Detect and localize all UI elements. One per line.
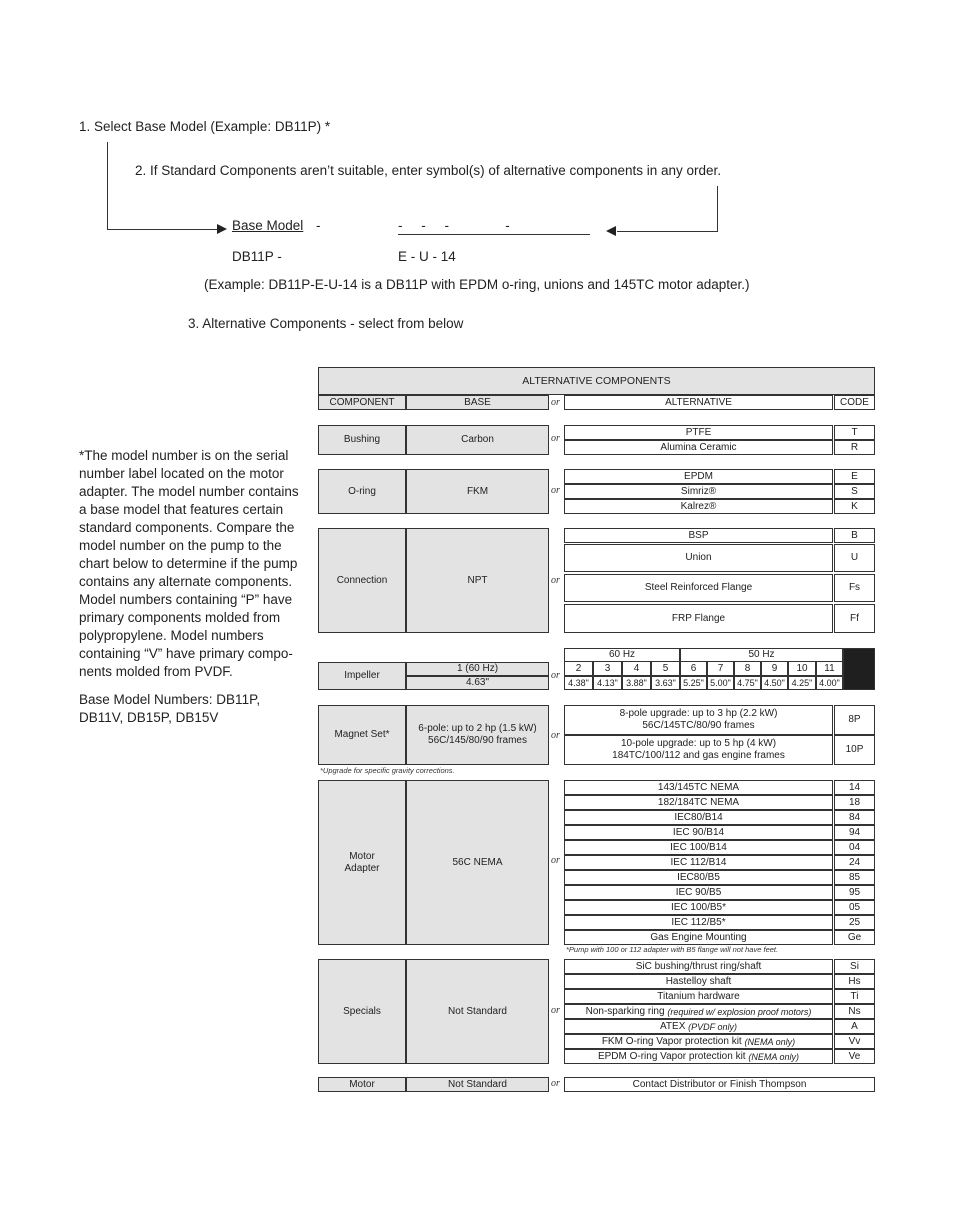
impeller-number: 9: [761, 661, 788, 676]
code-adapter: 84: [834, 810, 875, 825]
code-adapter: 24: [834, 855, 875, 870]
base-impeller-size: 4.63": [406, 676, 549, 690]
motor-adapter-line1: Motor: [349, 850, 375, 862]
or-bushing: or: [551, 433, 560, 444]
base-model-numbers: Base Model Numbers: DB11P, DB11V, DB15P, DB15V: [79, 692, 261, 725]
impeller-number: 5: [651, 661, 680, 676]
special-main: EPDM O-ring Vapor protection kit: [597, 1050, 749, 1062]
alt-adapter-row: 182/184TC NEMA: [564, 795, 833, 810]
or-oring: or: [551, 485, 560, 496]
alt-oring-kalrez: Kalrez®: [564, 499, 833, 514]
alt-bushing-alumina: Alumina Ceramic: [564, 440, 833, 455]
component-oring: O-ring: [318, 469, 406, 514]
alternative-components-table: [318, 367, 875, 1092]
special-main: ATEX: [659, 1020, 689, 1032]
special-main: Hastelloy shaft: [665, 975, 732, 987]
impeller-number: 10: [788, 661, 816, 676]
step-1-text: 1. Select Base Model (Example: DB11P) *: [79, 119, 331, 134]
alt-magnet-8pole-line2: 56C/145TC/80/90 frames: [642, 720, 755, 731]
code-adapter: 85: [834, 870, 875, 885]
alt-special-row: [564, 989, 833, 1004]
header-code: CODE: [834, 395, 875, 410]
code-bushing-r: R: [834, 440, 875, 455]
alt-oring-simriz: Simriz®: [564, 484, 833, 499]
base-specials: Not Standard: [406, 959, 549, 1064]
alt-motor: Contact Distributor or Finish Thompson: [564, 1077, 875, 1092]
impeller-number: 6: [680, 661, 707, 676]
or-specials: or: [551, 1005, 560, 1016]
motor-adapter-line2: Adapter: [344, 862, 380, 874]
bracket-right-vertical: [717, 186, 718, 232]
alt-special-row: [564, 1049, 833, 1064]
component-motor: Motor: [318, 1077, 406, 1092]
impeller-50hz-label: 50 Hz: [680, 648, 843, 661]
code-special: A: [834, 1019, 875, 1034]
component-bushing: Bushing: [318, 425, 406, 455]
arrow-right-icon: [217, 224, 227, 234]
motor-adapter-footnote: *Pump with 100 or 112 adapter with B5 flange will not have feet.: [566, 945, 779, 954]
arrow-left-icon: [606, 226, 616, 236]
impeller-number: 2: [564, 661, 593, 676]
code-oring-e: E: [834, 469, 875, 484]
base-model-dash: -: [316, 218, 321, 233]
header-base: BASE: [406, 395, 549, 410]
base-magnet-line2: 56C/145/80/90 frames: [428, 735, 527, 746]
impeller-number: 8: [734, 661, 761, 676]
model-number-note: [79, 447, 303, 737]
code-special: Si: [834, 959, 875, 974]
code-adapter: 04: [834, 840, 875, 855]
code-adapter: 94: [834, 825, 875, 840]
alt-special-row: [564, 1019, 833, 1034]
code-special: Ns: [834, 1004, 875, 1019]
component-impeller: Impeller: [318, 662, 406, 690]
alt-special-row: [564, 974, 833, 989]
impeller-number: 3: [593, 661, 622, 676]
base-magnet-set: [406, 705, 549, 765]
alt-adapter-row: IEC 112/B14: [564, 855, 833, 870]
code-special: Vv: [834, 1034, 875, 1049]
alt-oring-epdm: EPDM: [564, 469, 833, 484]
special-main: FKM O-ring Vapor protection kit: [601, 1035, 745, 1047]
header-component: COMPONENT: [318, 395, 406, 410]
alt-adapter-row: IEC80/B5: [564, 870, 833, 885]
alt-adapter-row: 143/145TC NEMA: [564, 780, 833, 795]
impeller-blank-cell: [843, 648, 875, 690]
impeller-size: 4.75": [734, 676, 761, 690]
alt-magnet-8pole-line1: 8-pole upgrade: up to 3 hp (2.2 kW): [619, 708, 778, 719]
alt-magnet-10pole: [564, 735, 833, 765]
header-or: or: [551, 397, 560, 408]
special-main: Titanium hardware: [657, 990, 740, 1002]
code-special: Ve: [834, 1049, 875, 1064]
component-connection: Connection: [318, 528, 406, 633]
alt-magnet-10pole-line2: 184TC/100/112 and gas engine frames: [612, 750, 785, 761]
base-motor-adapter: 56C NEMA: [406, 780, 549, 945]
code-connection-ff: Ff: [834, 604, 875, 633]
code-oring-k: K: [834, 499, 875, 514]
note-paragraph: *The model number is on the serial number label located on the motor adapter. The model number contains a base model that features certain standard components. Compare the model number on the pump to the chart below to determine if the pump contains any alternate components. Model numbers containing “P” have primary components molded from polypropylene. Model numbers containing “V” have primary compo-nents molded from PVDF.: [79, 448, 299, 679]
code-connection-fs: Fs: [834, 574, 875, 602]
special-main: SiC bushing/thrust ring/shaft: [635, 960, 762, 972]
alt-bushing-ptfe: PTFE: [564, 425, 833, 440]
special-note: (PVDF only): [688, 1021, 737, 1032]
alt-adapter-row: IEC 100/B5*: [564, 900, 833, 915]
alt-adapter-row: IEC80/B14: [564, 810, 833, 825]
special-note: (NEMA only): [748, 1051, 800, 1062]
base-magnet-line1: 6-pole: up to 2 hp (1.5 kW): [418, 723, 537, 734]
alt-adapter-row: IEC 112/B5*: [564, 915, 833, 930]
bracket-left-vertical: [107, 142, 108, 230]
impeller-size: 4.25": [788, 676, 816, 690]
alt-connection-frp-flange: FRP Flange: [564, 604, 833, 633]
alt-connection-bsp: BSP: [564, 528, 833, 543]
code-special: Ti: [834, 989, 875, 1004]
alt-connection-steel-flange: Steel Reinforced Flange: [564, 574, 833, 602]
bracket-left-horizontal: [107, 229, 217, 230]
impeller-size: 4.38": [564, 676, 593, 690]
base-motor: Not Standard: [406, 1077, 549, 1092]
code-dashes: - - - -: [398, 218, 510, 233]
base-impeller-number: 1 (60 Hz): [406, 662, 549, 676]
component-motor-adapter: [318, 780, 406, 945]
alt-magnet-10pole-line1: 10-pole upgrade: up to 5 hp (4 kW): [620, 738, 777, 749]
alt-adapter-row: IEC 100/B14: [564, 840, 833, 855]
code-adapter: 14: [834, 780, 875, 795]
impeller-size: 3.88": [622, 676, 651, 690]
impeller-size: 5.00": [707, 676, 734, 690]
or-magnet: or: [551, 730, 560, 741]
code-entry-line: [398, 234, 590, 235]
impeller-number: 4: [622, 661, 651, 676]
base-model-label: Base Model: [232, 218, 304, 233]
alt-special-row: [564, 959, 833, 974]
or-motor-adapter: or: [551, 855, 560, 866]
impeller-size: 5.25": [680, 676, 707, 690]
impeller-size: 4.13": [593, 676, 622, 690]
alt-magnet-8pole: [564, 705, 833, 735]
step-2-text: 2. If Standard Components aren’t suitable, enter symbol(s) of alternative components in any order.: [135, 163, 722, 178]
impeller-number: 11: [816, 661, 843, 676]
code-magnet-8p: 8P: [834, 705, 875, 735]
impeller-size: 4.00": [816, 676, 843, 690]
impeller-60hz-label: 60 Hz: [564, 648, 680, 661]
code-adapter: 95: [834, 885, 875, 900]
base-bushing: Carbon: [406, 425, 549, 455]
code-adapter: 18: [834, 795, 875, 810]
impeller-number: 7: [707, 661, 734, 676]
magnet-footnote: *Upgrade for specific gravity corrections.: [320, 766, 455, 775]
table-title: ALTERNATIVE COMPONENTS: [318, 367, 875, 395]
code-adapter: Ge: [834, 930, 875, 945]
or-impeller: or: [551, 670, 560, 681]
header-alternative: ALTERNATIVE: [564, 395, 833, 410]
alt-special-row: [564, 1004, 833, 1019]
alt-adapter-row: IEC 90/B5: [564, 885, 833, 900]
code-bushing-t: T: [834, 425, 875, 440]
alt-adapter-row: IEC 90/B14: [564, 825, 833, 840]
code-oring-s: S: [834, 484, 875, 499]
example-codes: E - U - 14: [398, 249, 456, 264]
special-note: (NEMA only): [744, 1036, 796, 1047]
component-magnet-set: Magnet Set*: [318, 705, 406, 765]
or-motor: or: [551, 1078, 560, 1089]
code-connection-b: B: [834, 528, 875, 543]
code-adapter: 05: [834, 900, 875, 915]
code-adapter: 25: [834, 915, 875, 930]
alt-connection-union: Union: [564, 544, 833, 572]
code-special: Hs: [834, 974, 875, 989]
special-main: Non-sparking ring: [585, 1005, 668, 1017]
code-magnet-10p: 10P: [834, 735, 875, 765]
example-model: DB11P -: [232, 249, 282, 264]
base-oring: FKM: [406, 469, 549, 514]
step-3-text: 3. Alternative Components - select from below: [188, 316, 464, 331]
impeller-size: 3.63": [651, 676, 680, 690]
alt-special-row: [564, 1034, 833, 1049]
code-connection-u: U: [834, 544, 875, 572]
special-note: (required w/ explosion proof motors): [667, 1006, 812, 1017]
example-explanation: (Example: DB11P-E-U-14 is a DB11P with EPDM o-ring, unions and 145TC motor adapter.): [204, 277, 750, 292]
impeller-size: 4.50": [761, 676, 788, 690]
component-specials: Specials: [318, 959, 406, 1064]
alt-adapter-row: Gas Engine Mounting: [564, 930, 833, 945]
or-connection: or: [551, 575, 560, 586]
base-connection: NPT: [406, 528, 549, 633]
bracket-right-horizontal: [617, 231, 718, 232]
